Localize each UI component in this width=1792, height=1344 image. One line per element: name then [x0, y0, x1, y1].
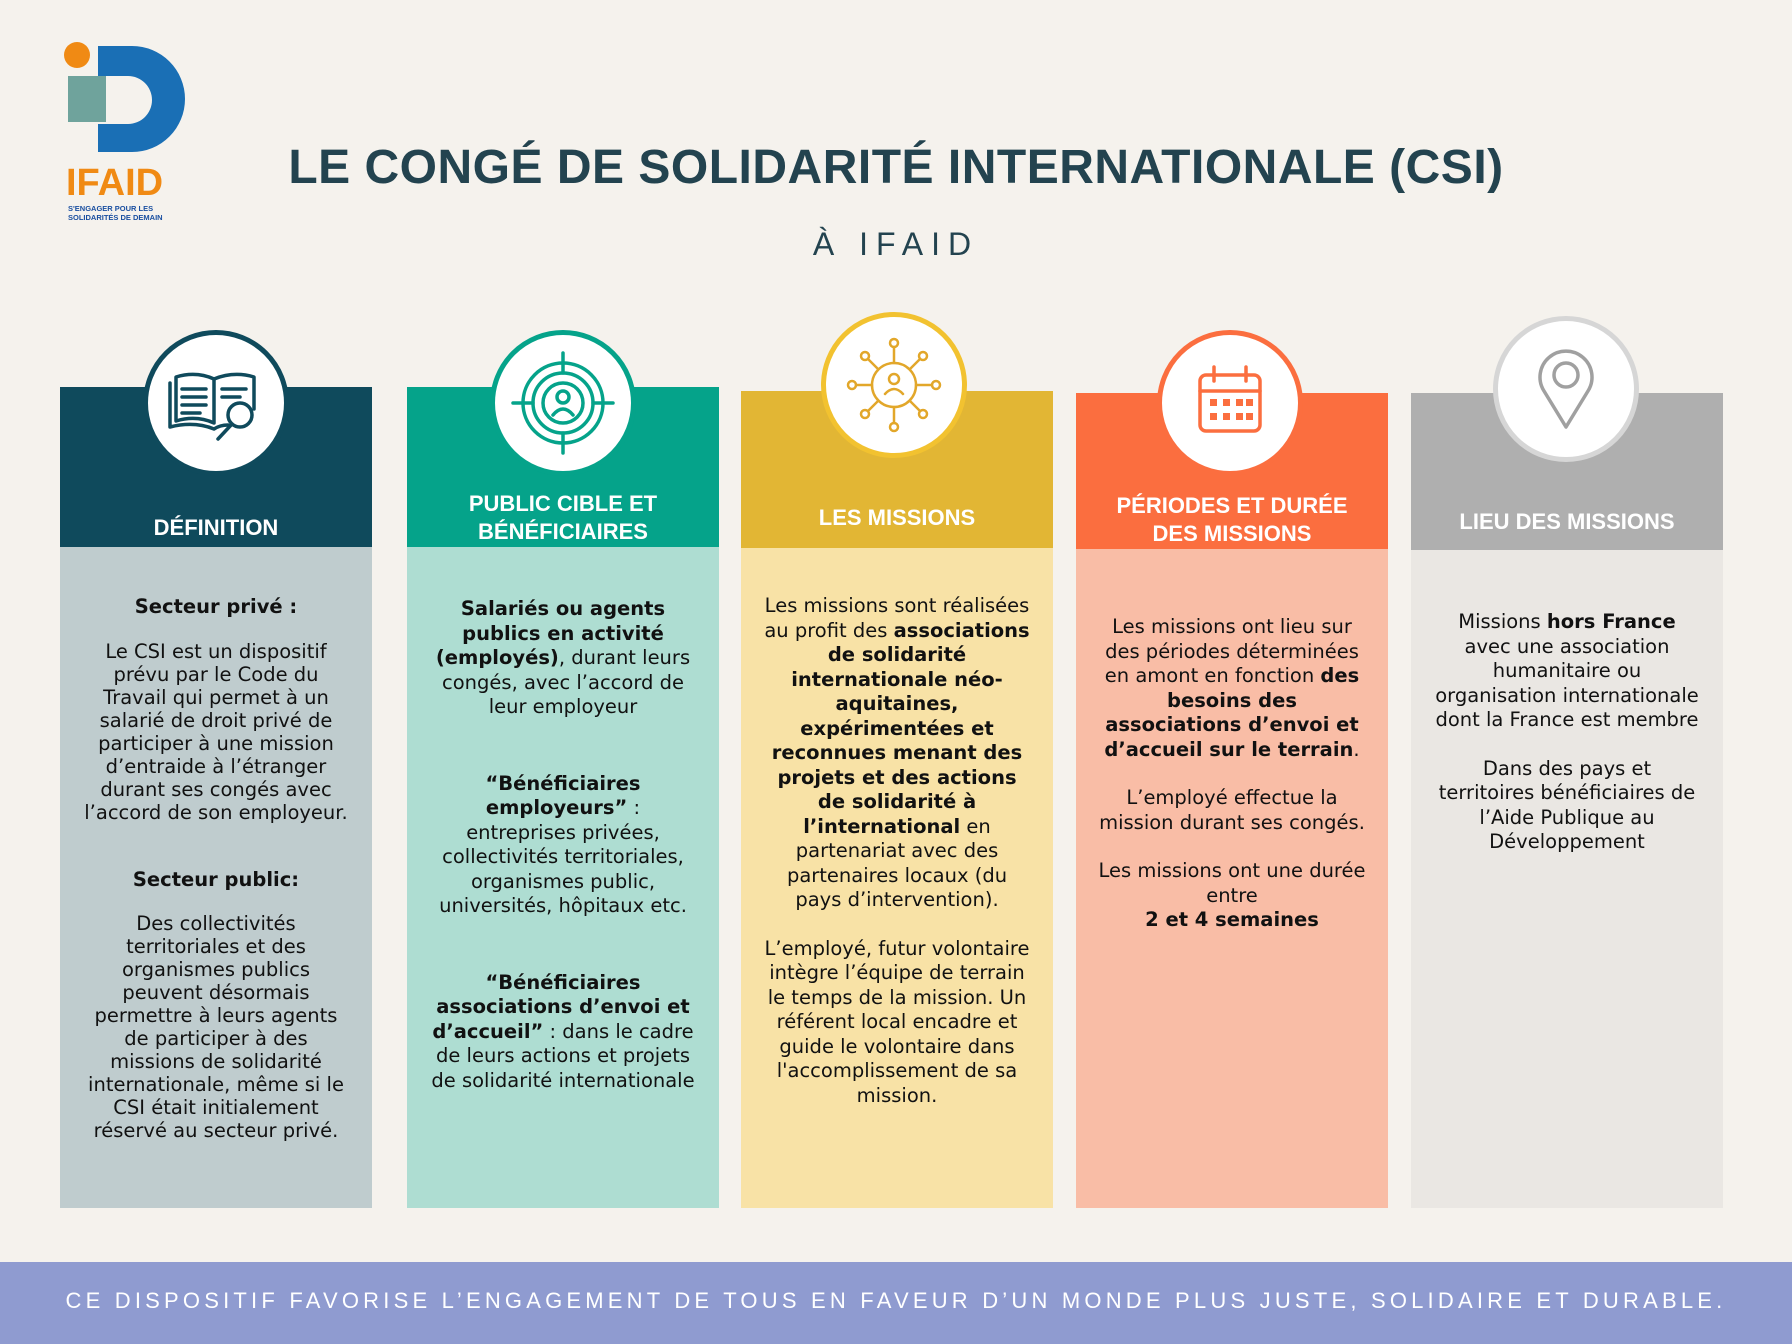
salaries-bold: Salariés ou agents publics en activité (employés) [435, 597, 666, 669]
logo-wordmark: IFAID [66, 162, 164, 204]
column-label [407, 490, 719, 546]
label-line-1: PUBLIC CIBLE ET [468, 491, 658, 516]
secteur-public-heading: Secteur public: [132, 867, 300, 891]
column-body-public-cible [407, 547, 719, 1208]
lieu-intro-text: Missions [1458, 610, 1547, 633]
location-pin-icon [1498, 321, 1634, 457]
missions-associations-bold: associations de solidarité internationale néo-aquitaines, expérimentées et reconnues menant des projets et des actions de solidarité à l’international [771, 618, 1030, 838]
secteur-prive-heading: Secteur privé : [134, 595, 298, 618]
periodes-intro-text: Les missions ont lieu sur des périodes déterminées en amont en fonction [1104, 615, 1359, 687]
periodes-period: . [1353, 737, 1360, 761]
secteur-prive-text: Le CSI est un dispositif prévu par le Code du Travail qui permet à un salarié de droit privé de participer à une mission d’entraide à l’étranger durant ses congés avec l’accord de son employeur. [84, 639, 348, 824]
beneficiaires-associations-bold: “Bénéficiaires associations d’envoi et d’accueil” [432, 970, 690, 1043]
lieu-hors-france-bold: hors France [1546, 610, 1676, 633]
page-title: LE CONGÉ DE SOLIDARITÉ INTERNATIONALE (CSI) [288, 141, 1504, 194]
missions-intro-text: Les missions sont réalisées au profit des [764, 594, 1030, 642]
book-magnifier-icon [148, 335, 284, 471]
public-icon-circle [490, 330, 636, 476]
calendar-icon [1162, 335, 1298, 471]
column-label: LIEU DES MISSIONS [1459, 509, 1675, 534]
beneficiaires-employeurs-bold: “Bénéficiaires employeurs” [485, 771, 641, 819]
periodes-duree-text: Les missions ont une durée entre [1098, 859, 1366, 907]
column-definition [60, 330, 372, 1208]
column-periodes [1076, 330, 1388, 1208]
network-person-icon [826, 317, 962, 453]
lieu-pays-text: Dans des pays et territoires bénéficiaires de l’Aide Publique au Développement [1438, 756, 1696, 853]
secteur-public-text: Des collectivités territoriales et des organismes publics peuvent désormais permettre à leurs agents de participer à des missions de solidarité internationale, même si le CSI était initialement réservé au secteur privé. [88, 912, 344, 1142]
page-subtitle: À IFAID [812, 226, 980, 262]
beneficiaires-employeurs-text: : entreprises privées, collectivités territoriales, organismes public, universités, hôpitaux etc. [439, 796, 687, 917]
column-body-definition [60, 547, 372, 1208]
label-line-2: DES MISSIONS [1152, 521, 1312, 546]
salaries-text: , durant leurs congés, avec l’accord de leur employeur [442, 646, 691, 718]
column-label [1076, 492, 1388, 548]
column-body-periodes [1076, 549, 1388, 1208]
missions-partenaires-text: en partenariat avec des partenaires locaux (du pays d’intervention). [786, 814, 1008, 911]
footer-text: CE DISPOSITIF FAVORISE L’ENGAGEMENT DE TOUS EN FAVEUR D’UN MONDE PLUS JUSTE, SOLIDAIRE ET DURABLE. [65, 1288, 1727, 1313]
column-lieu [1411, 316, 1723, 1208]
column-body-missions [741, 548, 1053, 1208]
lieu-association-text: avec une association humanitaire ou organisation internationale dont la France est membre [1435, 634, 1699, 731]
column-label: DÉFINITION [153, 515, 279, 540]
periodes-besoins-bold: des besoins des associations d’envoi et d’accueil sur le terrain [1104, 664, 1360, 761]
definition-icon-circle [143, 330, 289, 476]
missions-icon-circle [821, 312, 967, 458]
beneficiaires-associations-text: : dans le cadre de leurs actions et projets de solidarité internationale [431, 1019, 695, 1092]
periodes-semaines-bold: 2 et 4 semaines [1145, 908, 1319, 931]
periodes-conges-text: L’employé effectue la mission durant ses congés. [1099, 786, 1365, 834]
lieu-icon-circle [1493, 316, 1639, 462]
column-public-cible [407, 330, 719, 1208]
periodes-icon-circle [1157, 330, 1303, 476]
ifaid-logo [62, 42, 192, 232]
label-line-2: BÉNÉFICIAIRES [478, 519, 648, 544]
label-line-1: PÉRIODES ET DURÉE [1116, 493, 1348, 518]
logo-tagline: S'ENGAGER POUR LES SOLIDARITÉS DE DEMAIN [68, 204, 163, 222]
column-label: LES MISSIONS [818, 505, 976, 530]
target-person-icon [495, 335, 631, 471]
footer-banner [0, 1262, 1792, 1344]
column-body-lieu [1411, 550, 1723, 1208]
column-missions [741, 312, 1053, 1208]
missions-volontaire-text: L’employé, futur volontaire intègre l’équipe de terrain le temps de la mission. Un référent local encadre et guide le volontaire dans l'accomplissement de sa mission. [764, 936, 1030, 1107]
